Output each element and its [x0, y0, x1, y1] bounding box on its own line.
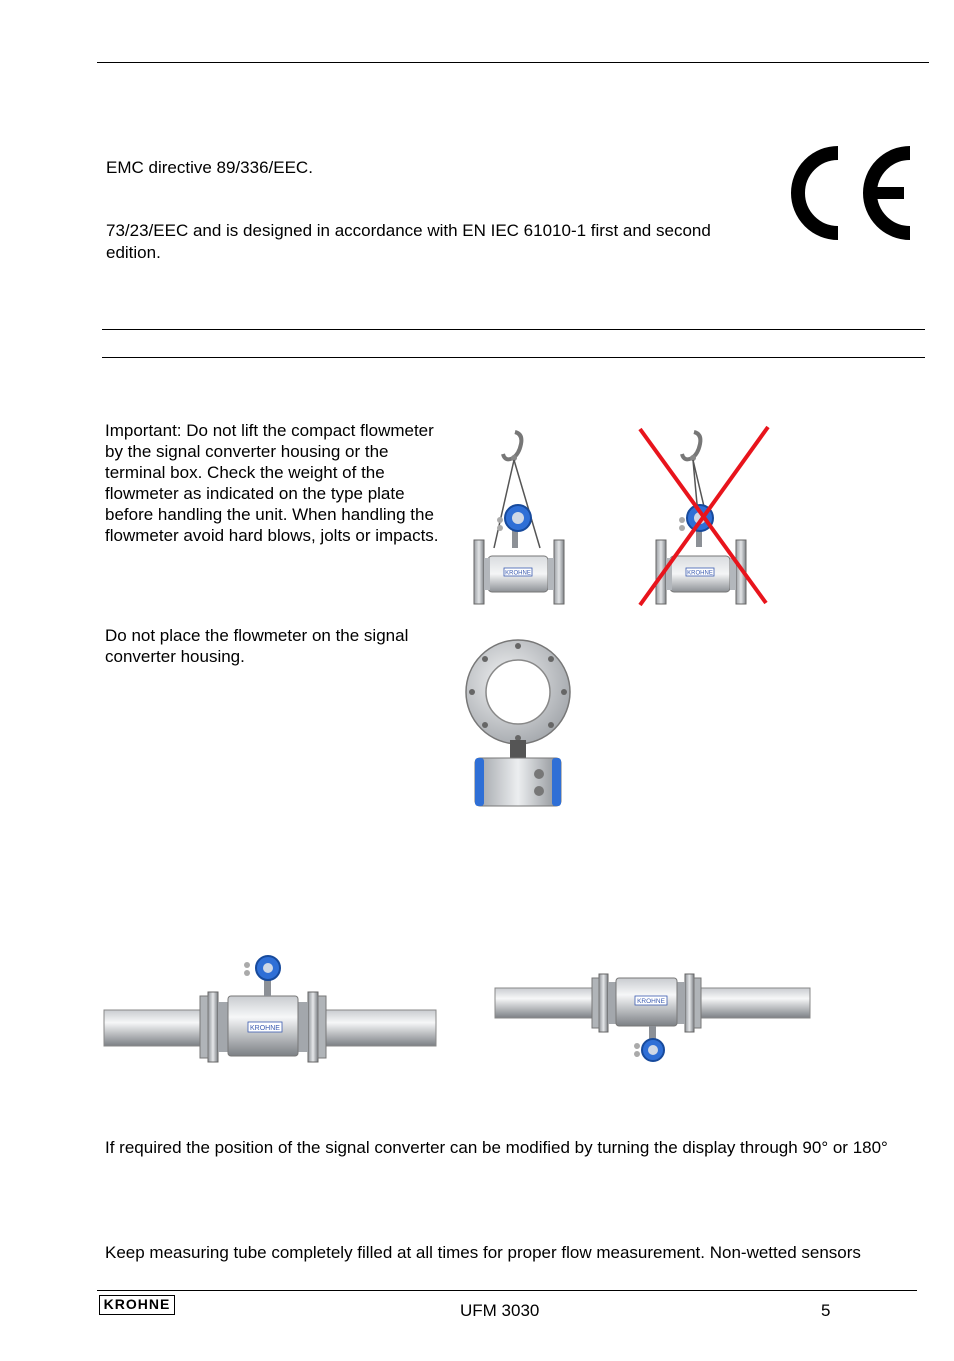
- ce-mark-icon: [788, 145, 914, 241]
- pipe-install-bottom-figure: [495, 970, 810, 1065]
- svg-text:KROHNE: KROHNE: [687, 570, 713, 577]
- tube-filled-text: Keep measuring tube completely filled at all times for proper flow measurement. Non-wetted sensors: [105, 1243, 861, 1262]
- header-rule: [97, 62, 929, 63]
- pipe-install-top-figure: [104, 952, 436, 1064]
- lifting-incorrect-figure: [636, 425, 776, 610]
- footer-page-number: 5: [821, 1301, 831, 1320]
- svg-text:KROHNE: KROHNE: [250, 1025, 280, 1032]
- section-rule-bottom: [102, 357, 925, 358]
- lvd-directive-text-line1: 73/23/EEC and is designed in accordance with EN IEC 61010-1 first and second: [106, 221, 711, 240]
- footer-brand-logo: KROHNE: [99, 1295, 175, 1315]
- lifting-correct-figure: [470, 428, 570, 608]
- footer-rule: [97, 1290, 917, 1291]
- footer-product-name: UFM 3030: [460, 1301, 540, 1320]
- lifting-instructions: Important: Do not lift the compact flowmeter by the signal converter housing or the terminal box. Check the weight of the flowmeter as indicated on the type plate before handling the unit. When handling the flowmeter avoid hard blows, jolts or impacts.: [105, 421, 439, 545]
- section-rule-top: [102, 329, 925, 330]
- converter-rotation-text: If required the position of the signal converter can be modified by turning the display through 90° or 180°: [105, 1138, 888, 1157]
- lvd-directive-text-line2: edition.: [106, 243, 161, 262]
- svg-text:KROHNE: KROHNE: [637, 998, 665, 1005]
- standing-flowmeter-figure: [463, 628, 578, 813]
- svg-text:KROHNE: KROHNE: [505, 570, 531, 577]
- emc-directive-text: EMC directive 89/336/EEC.: [106, 158, 313, 177]
- placing-instructions: Do not place the flowmeter on the signal converter housing.: [105, 626, 409, 666]
